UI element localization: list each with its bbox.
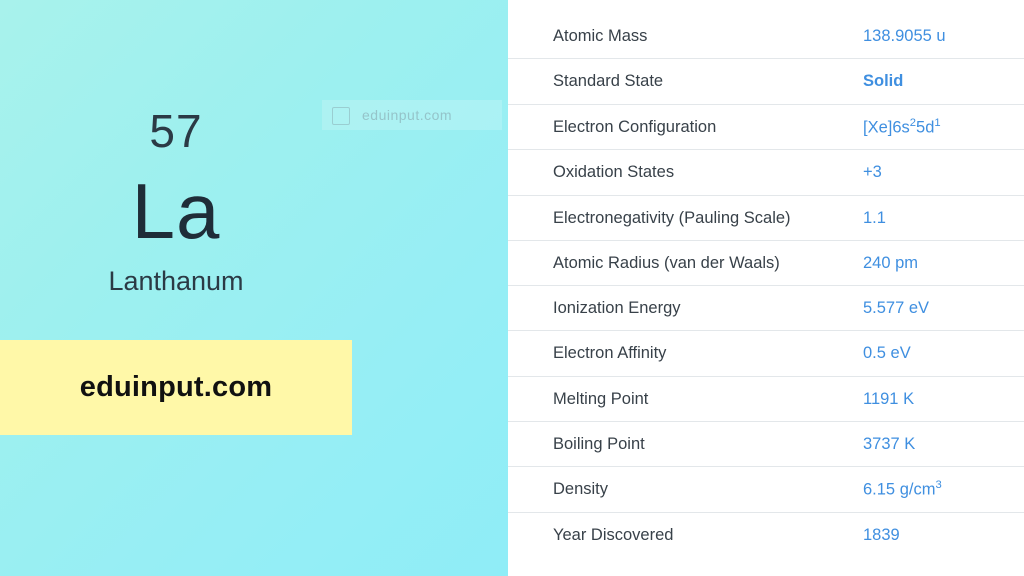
table-row [508,59,1024,104]
brand-banner [0,340,352,435]
table-row [508,421,1024,466]
table-row [508,331,1024,376]
properties-table [508,14,1024,557]
table-row [508,14,1024,59]
property-value: Solid [863,72,904,91]
property-value: 1839 [863,525,900,544]
brand-label: eduinput.com [79,371,273,403]
table-row [508,512,1024,557]
element-symbol: La [131,166,221,255]
property-value: +3 [863,163,882,182]
table-row [508,240,1024,285]
property-value: 1191 K [863,389,915,408]
property-value: 5.577 eV [863,299,930,318]
property-label: Boiling Point [553,434,645,453]
table-row [508,467,1024,513]
property-label: Atomic Radius (van der Waals) [553,253,780,272]
property-label: Ionization Energy [553,299,681,318]
property-value: 6.15 $g/cm^3$ [863,479,942,499]
element-name: Lanthanum [108,266,244,297]
property-label: Oxidation States [553,163,675,182]
property-label: Melting Point [553,389,649,408]
property-label: Electron Affinity [553,344,667,363]
element-tile-panel [0,0,508,576]
property-label: Year Discovered [553,525,674,544]
property-value: 240 pm [863,253,919,272]
table-row [508,286,1024,331]
property-value: 1.1 [863,208,886,227]
property-label: Electron Configuration [553,117,717,136]
property-value: $[Xe]6s^25d^1$ [863,116,941,137]
table-row [508,150,1024,195]
property-label: Standard State [553,72,664,91]
table-row [508,195,1024,240]
atomic-number: 57 [149,105,203,157]
table-row [508,104,1024,150]
watermark-label: eduinput.com [362,107,453,123]
property-value: 3737 K [863,434,916,453]
properties-table-body [508,14,1024,557]
property-label: Atomic Mass [553,27,648,45]
property-value: 138.9055 u [863,27,946,45]
property-label: Density [553,480,609,499]
properties-panel [508,0,1024,576]
element-summary [0,106,352,297]
property-value: 0.5 eV [863,344,911,363]
table-row [508,376,1024,421]
property-label: Electronegativity (Pauling Scale) [553,208,791,227]
